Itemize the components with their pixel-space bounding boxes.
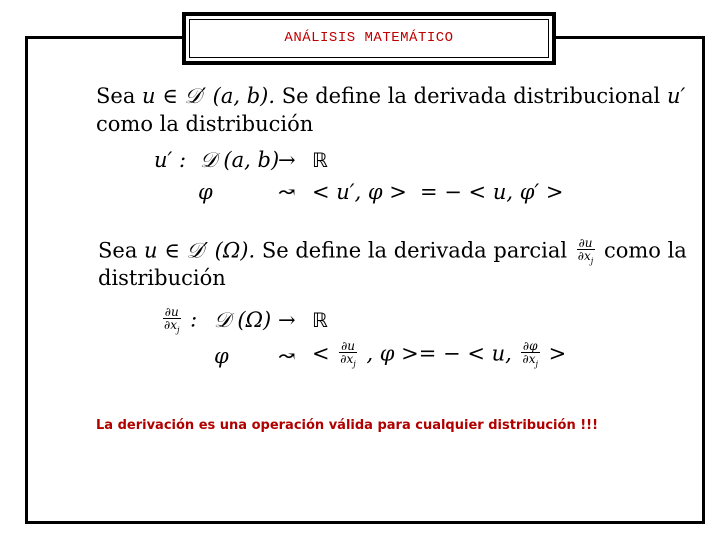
pair-frac-u bbox=[338, 340, 357, 370]
pair-frac-u-den-sub: j bbox=[353, 359, 356, 369]
frac-numerator: ∂u bbox=[578, 236, 593, 250]
block1-intro-math: u ∈ 𝒟′ (a, b). bbox=[142, 84, 276, 108]
block1-intro-u: u′ bbox=[666, 84, 686, 108]
block2-map-domain: 𝒟 (Ω) bbox=[214, 308, 272, 332]
block1-equation: = − < u, φ′ > bbox=[420, 180, 564, 204]
frac-den-sub: j bbox=[590, 256, 594, 266]
block2-phi: φ bbox=[214, 344, 229, 368]
block2-map-codomain: ℝ bbox=[312, 308, 328, 332]
pair-frac-phi-den-text: ∂x bbox=[522, 352, 536, 366]
pair-frac-phi-den-sub: j bbox=[535, 359, 538, 369]
pair-frac-u-den-text: ∂x bbox=[340, 352, 354, 366]
block1-line2: como la distribución bbox=[96, 112, 314, 136]
block1-map-codomain: ℝ bbox=[312, 148, 328, 172]
pair-close: > bbox=[548, 341, 567, 366]
pair-frac-phi bbox=[520, 340, 539, 370]
footer-note: La derivación es una operación válida para cualquier distribución !!! bbox=[96, 418, 599, 433]
block2-intro-end: como la bbox=[603, 238, 687, 263]
block1-map-arrow: → bbox=[278, 148, 296, 172]
block2-partial-frac bbox=[576, 237, 595, 267]
map-frac-numerator: ∂u bbox=[164, 305, 179, 319]
block2-intro-sea: Sea bbox=[98, 238, 138, 263]
block1-intro bbox=[96, 84, 685, 108]
block2-squig-arrow: ↝ bbox=[278, 344, 296, 368]
frac-den-text: ∂x bbox=[577, 249, 591, 263]
block1-phi: φ bbox=[198, 180, 213, 204]
pair-frac-phi-den bbox=[520, 353, 539, 370]
block2-map-lhs bbox=[160, 306, 197, 336]
title-box bbox=[182, 12, 556, 65]
block1-pairing: < u′, φ > bbox=[312, 180, 407, 204]
pair-frac-u-den bbox=[338, 353, 357, 370]
map-frac-denominator bbox=[162, 319, 181, 336]
frac-denominator bbox=[576, 250, 595, 267]
block2-intro-text: Se define la derivada parcial bbox=[261, 238, 568, 263]
pair-middle: , φ >= − < u, bbox=[366, 341, 512, 366]
map-frac-den-text: ∂x bbox=[164, 318, 177, 332]
pair-frac-u-num: ∂u bbox=[341, 339, 355, 353]
block2-line2: distribución bbox=[98, 266, 226, 290]
block1-squig-arrow: ↝ bbox=[278, 180, 296, 204]
block1-intro-sea: Sea bbox=[96, 84, 136, 108]
slide-title: ANÁLISIS MATEMÁTICO bbox=[284, 30, 454, 46]
map-frac-den-sub: j bbox=[176, 325, 180, 335]
block2-map-frac bbox=[162, 306, 181, 336]
block2-intro-math: u ∈ 𝒟′ (Ω). bbox=[144, 238, 256, 263]
block1-intro-text: Se define la derivada distribucional bbox=[281, 84, 661, 108]
block2-map-arrow: → bbox=[278, 308, 296, 332]
block1-map-lhs: u′ : bbox=[154, 148, 187, 172]
block2-pairing bbox=[312, 340, 566, 370]
pair-open: < bbox=[312, 341, 330, 366]
pair-frac-phi-num: ∂φ bbox=[522, 339, 538, 353]
block2-intro bbox=[98, 237, 687, 267]
block1-map-domain: 𝒟 (a, b) bbox=[200, 148, 280, 172]
block2-map-colon: : bbox=[190, 307, 198, 332]
